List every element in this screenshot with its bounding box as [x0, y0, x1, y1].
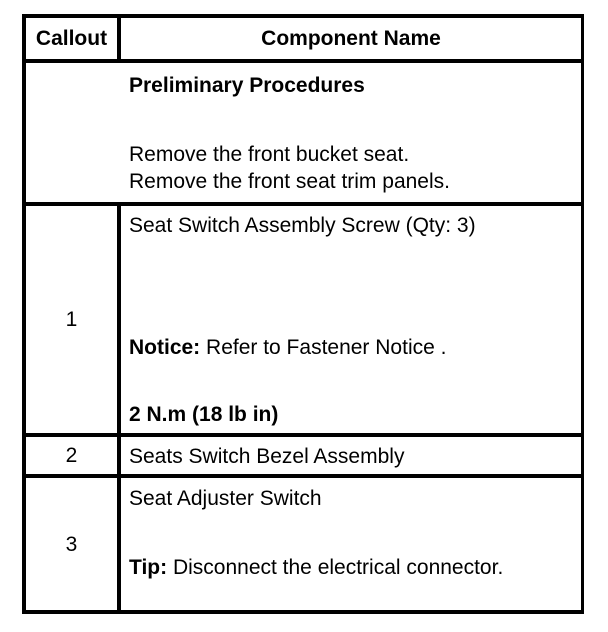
preliminary-procedures-title: Preliminary Procedures — [129, 74, 365, 97]
notice-line — [129, 335, 446, 361]
component-cell — [121, 206, 581, 433]
component-name-column-header: Component Name — [261, 26, 441, 50]
notice-text: Refer to Fastener Notice . — [200, 336, 447, 359]
callout-number: 3 — [26, 478, 121, 611]
torque-spec: 2 N.m (18 lb in) — [129, 403, 279, 426]
component-cell — [121, 478, 581, 611]
component-cell — [121, 437, 581, 474]
preliminary-procedures-cell — [121, 63, 581, 202]
tip-line — [129, 555, 503, 581]
preliminary-step: Remove the front bucket seat. — [129, 143, 410, 166]
callout-number: 2 — [26, 437, 121, 474]
component-name: Seats Switch Bezel Assembly — [129, 445, 405, 468]
callout-number: 1 — [26, 206, 121, 433]
table-row — [26, 433, 581, 474]
table-header-row — [26, 18, 581, 59]
table-row — [26, 474, 581, 611]
tip-label: Tip: — [129, 556, 168, 579]
procedure-table — [22, 14, 584, 614]
preliminary-procedures-row — [26, 59, 581, 202]
table-row — [26, 202, 581, 433]
component-name: Seat Adjuster Switch — [129, 487, 322, 510]
callout-column-header: Callout — [26, 18, 121, 59]
tip-text: Disconnect the electrical connector. — [167, 556, 504, 579]
notice-label: Notice: — [129, 336, 201, 359]
component-name: Seat Switch Assembly Screw (Qty: 3) — [129, 214, 476, 237]
preliminary-step: Remove the front seat trim panels. — [129, 170, 450, 193]
